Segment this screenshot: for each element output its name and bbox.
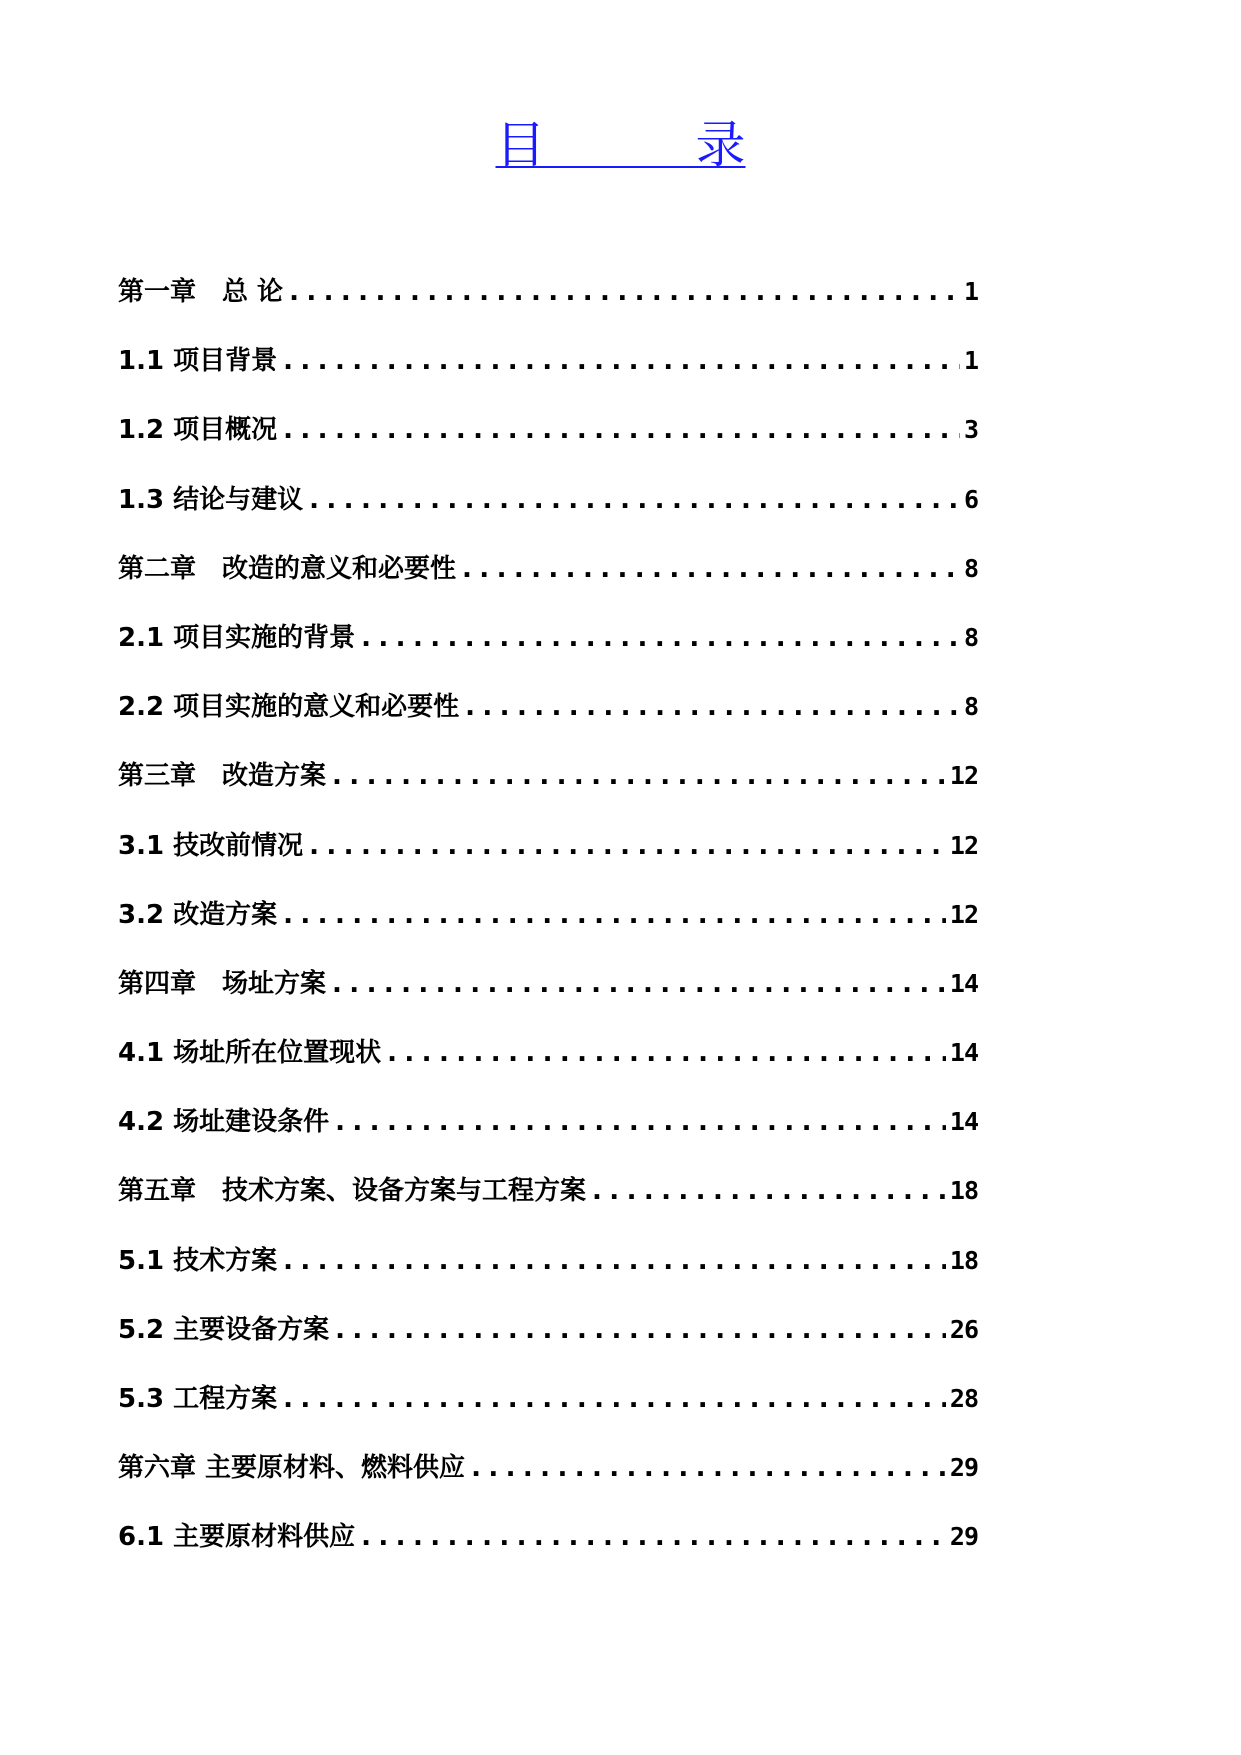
- toc-entry-page-number: 1: [963, 277, 978, 306]
- dot-leader: [592, 1171, 946, 1211]
- dot-leader: [283, 1379, 946, 1419]
- toc-entry-chapter-5[interactable]: [118, 1171, 978, 1240]
- toc-entry-4-2[interactable]: [118, 1102, 978, 1171]
- toc-entry-2-2[interactable]: [118, 687, 978, 756]
- toc-entry-label: 3.1 技改前情况: [118, 830, 304, 861]
- toc-entry-2-1[interactable]: [118, 618, 978, 687]
- toc-entry-chapter-4[interactable]: [118, 964, 978, 1033]
- toc-entry-4-1[interactable]: [118, 1033, 978, 1102]
- toc-entry-page-number: 8: [963, 622, 978, 652]
- toc-entry-chapter-2[interactable]: [118, 549, 978, 618]
- dot-leader: [465, 687, 960, 727]
- toc-entry-label: 3.2 改造方案: [118, 899, 278, 930]
- toc-entry-page-number: 12: [949, 830, 978, 860]
- dot-leader: [387, 1033, 946, 1073]
- toc-entry-5-2[interactable]: [118, 1310, 978, 1379]
- toc-entry-label: 4.1 场址所在位置现状: [118, 1038, 382, 1069]
- dot-leader: [332, 964, 946, 1004]
- toc-entry-label: 2.1 项目实施的背景: [118, 622, 356, 653]
- toc-entry-page-number: 14: [949, 1107, 978, 1137]
- dot-leader: [283, 895, 946, 935]
- toc-entry-label: 1.2 项目概况: [118, 415, 278, 446]
- toc-entry-label: 第二章 改造的意义和必要性: [118, 553, 457, 584]
- dot-leader: [309, 826, 946, 866]
- toc-entry-5-3[interactable]: [118, 1379, 978, 1448]
- dot-leader: [462, 549, 960, 589]
- toc-entry-chapter-1[interactable]: [118, 272, 978, 341]
- toc-entry-page-number: 1: [963, 346, 978, 376]
- dot-leader: [283, 1241, 946, 1281]
- toc-entry-label: 5.3 工程方案: [118, 1384, 278, 1414]
- dot-leader: [332, 756, 946, 796]
- dot-leader: [283, 341, 960, 381]
- toc-entry-6-1[interactable]: [118, 1517, 978, 1586]
- toc-entry-1-3[interactable]: [118, 480, 978, 549]
- toc-entry-label: 5.1 技术方案: [118, 1245, 278, 1276]
- toc-entry-label: 第五章 技术方案、设备方案与工程方案: [118, 1176, 587, 1207]
- toc-entry-page-number: 6: [963, 484, 978, 514]
- toc-entry-3-1[interactable]: [118, 826, 978, 895]
- toc-entry-label: 1.3 结论与建议: [118, 484, 304, 515]
- toc-entry-page-number: 29: [949, 1522, 978, 1552]
- toc-title: [0, 112, 1241, 178]
- table-of-contents: [118, 272, 978, 1587]
- dot-leader: [335, 1310, 946, 1350]
- toc-entry-label: 第三章 改造方案: [118, 761, 327, 792]
- toc-entry-chapter-3[interactable]: [118, 756, 978, 825]
- toc-entry-1-2[interactable]: [118, 410, 978, 479]
- toc-entry-page-number: 12: [949, 899, 978, 929]
- dot-leader: [361, 618, 960, 658]
- toc-entry-page-number: 8: [963, 553, 978, 583]
- toc-entry-page-number: 18: [949, 1245, 978, 1275]
- toc-entry-5-1[interactable]: [118, 1241, 978, 1310]
- toc-entry-chapter-6[interactable]: [118, 1448, 978, 1517]
- toc-entry-label: 第六章 主要原材料、燃料供应: [118, 1453, 466, 1484]
- toc-entry-page-number: 14: [949, 968, 978, 998]
- dot-leader: [289, 272, 960, 312]
- toc-entry-label: 第四章 场址方案: [118, 968, 327, 999]
- toc-entry-label: 5.2 主要设备方案: [118, 1314, 330, 1345]
- dot-leader: [283, 410, 960, 450]
- toc-entry-page-number: 28: [949, 1384, 978, 1413]
- toc-entry-page-number: 8: [963, 692, 978, 722]
- toc-entry-page-number: 3: [963, 415, 978, 445]
- toc-entry-page-number: 29: [949, 1453, 978, 1483]
- toc-entry-page-number: 26: [949, 1314, 978, 1344]
- toc-entry-page-number: 12: [949, 761, 978, 791]
- toc-title-link[interactable]: 目 录: [495, 116, 746, 174]
- dot-leader: [309, 480, 960, 520]
- toc-entry-label: 6.1 主要原材料供应: [118, 1522, 356, 1553]
- toc-entry-label: 2.2 项目实施的意义和必要性: [118, 692, 460, 723]
- toc-entry-label: 第一章 总 论: [118, 277, 284, 307]
- dot-leader: [471, 1448, 946, 1488]
- toc-entry-page-number: 18: [949, 1176, 978, 1206]
- dot-leader: [361, 1517, 946, 1557]
- toc-entry-label: 4.2 场址建设条件: [118, 1107, 330, 1138]
- toc-entry-label: 1.1 项目背景: [118, 346, 278, 377]
- dot-leader: [335, 1102, 946, 1142]
- toc-entry-3-2[interactable]: [118, 895, 978, 964]
- toc-entry-page-number: 14: [949, 1038, 978, 1068]
- toc-entry-1-1[interactable]: [118, 341, 978, 410]
